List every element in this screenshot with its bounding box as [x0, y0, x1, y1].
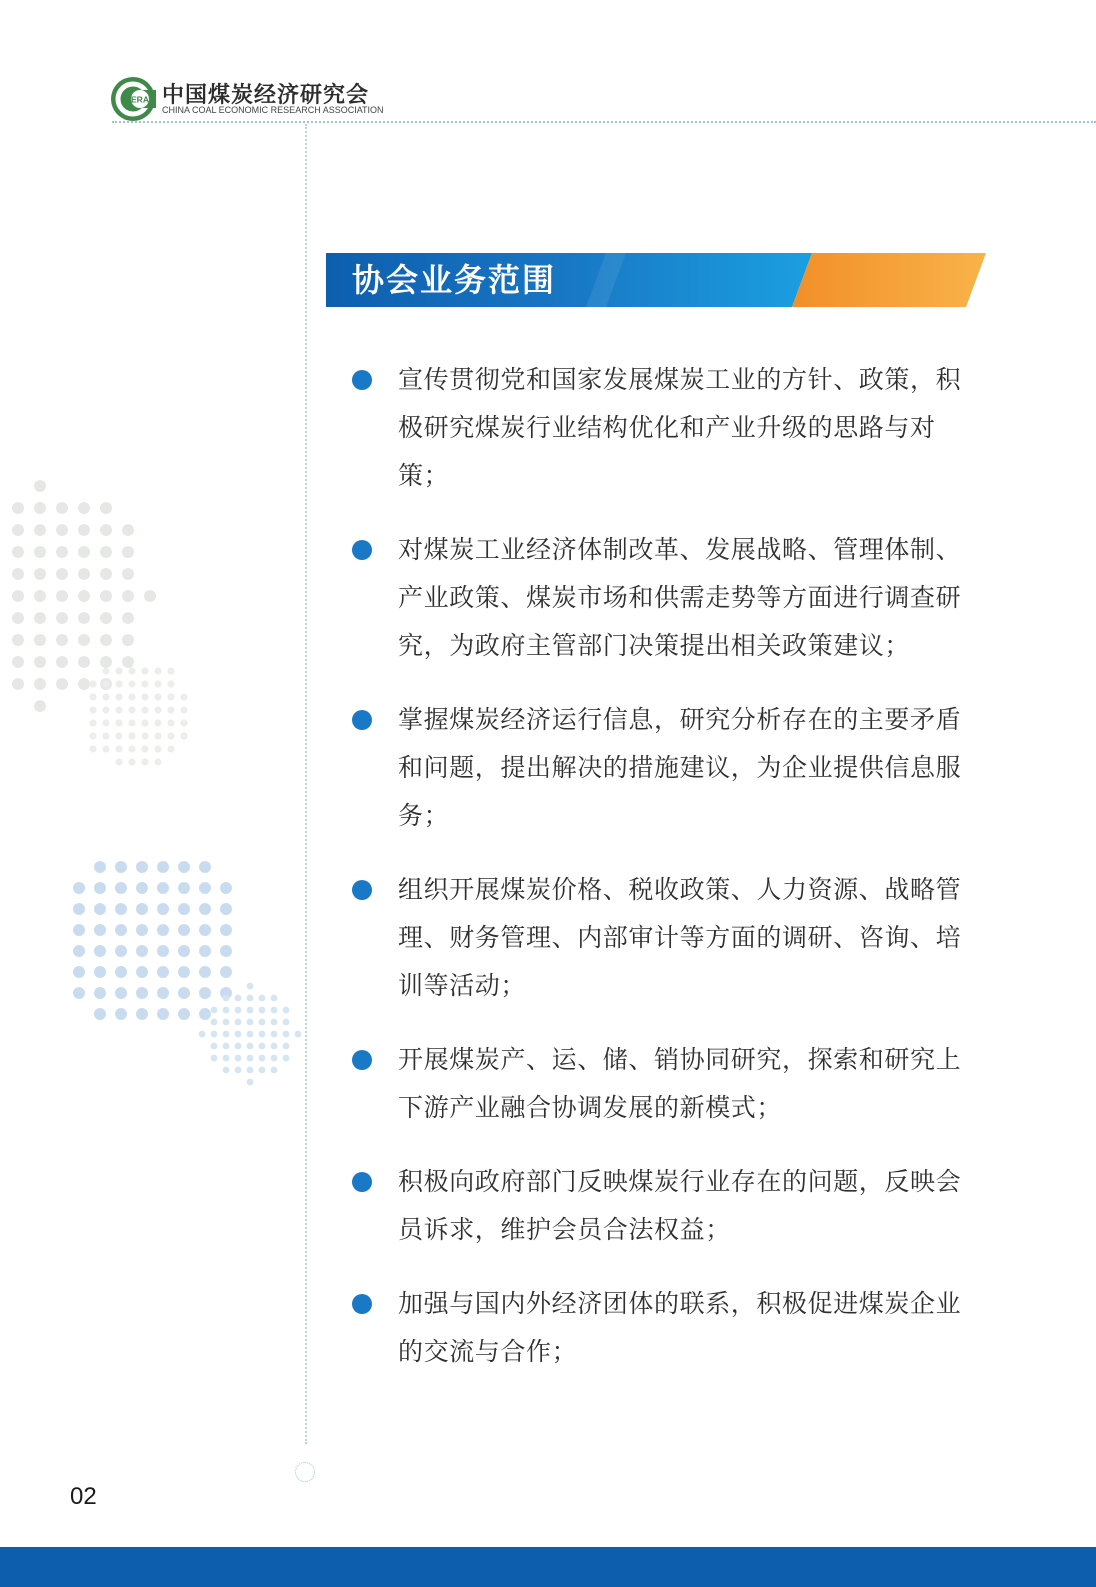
bullet-dot-icon: [352, 370, 372, 390]
footer-bar: [0, 1547, 1096, 1587]
bullet-dot-icon: [352, 540, 372, 560]
business-scope-list: [352, 356, 962, 1402]
list-item: [352, 696, 962, 840]
list-item: [352, 1158, 962, 1254]
section-banner: [326, 253, 996, 307]
org-name-cn: 中国煤炭经济研究会: [162, 82, 370, 108]
section-title: 协会业务范围: [352, 261, 557, 299]
list-item-text: 掌握煤炭经济运行信息，研究分析存在的主要矛盾和问题，提出解决的措施建议，为企业提供信息服务；: [398, 705, 962, 830]
list-item-text: 开展煤炭产、运、储、销协同研究，探索和研究上下游产业融合协调发展的新模式；: [398, 1045, 962, 1122]
bullet-dot-icon: [352, 710, 372, 730]
page-number: 02: [70, 1483, 97, 1510]
divider-end-circle: [295, 1462, 315, 1482]
logo-abbr: ERA: [131, 94, 149, 105]
decorative-dot-pattern: [0, 0, 320, 1100]
header-divider: [112, 121, 1096, 123]
list-item: [352, 866, 962, 1010]
list-item-text: 积极向政府部门反映煤炭行业存在的问题，反映会员诉求，维护会员合法权益；: [398, 1167, 962, 1244]
list-item: [352, 526, 962, 670]
vertical-divider: [305, 124, 307, 1444]
bullet-dot-icon: [352, 1294, 372, 1314]
list-item: [352, 1036, 962, 1132]
list-item-text: 对煤炭工业经济体制改革、发展战略、管理体制、产业政策、煤炭市场和供需走势等方面进行调查研究，为政府主管部门决策提出相关政策建议；: [398, 535, 962, 660]
list-item: [352, 1280, 962, 1376]
bullet-dot-icon: [352, 880, 372, 900]
bullet-dot-icon: [352, 1172, 372, 1192]
list-item-text: 组织开展煤炭价格、税收政策、人力资源、战略管理、财务管理、内部审计等方面的调研、咨询、培训等活动；: [398, 875, 962, 1000]
list-item-text: 加强与国内外经济团体的联系，积极促进煤炭企业的交流与合作；: [398, 1289, 962, 1366]
logo-mark-icon: [110, 76, 156, 122]
org-name-en: CHINA COAL ECONOMIC RESEARCH ASSOCIATION: [162, 105, 384, 115]
bullet-dot-icon: [352, 1050, 372, 1070]
list-item: [352, 356, 962, 500]
list-item-text: 宣传贯彻党和国家发展煤炭工业的方针、政策，积极研究煤炭行业结构优化和产业升级的思路与对策；: [398, 365, 962, 490]
